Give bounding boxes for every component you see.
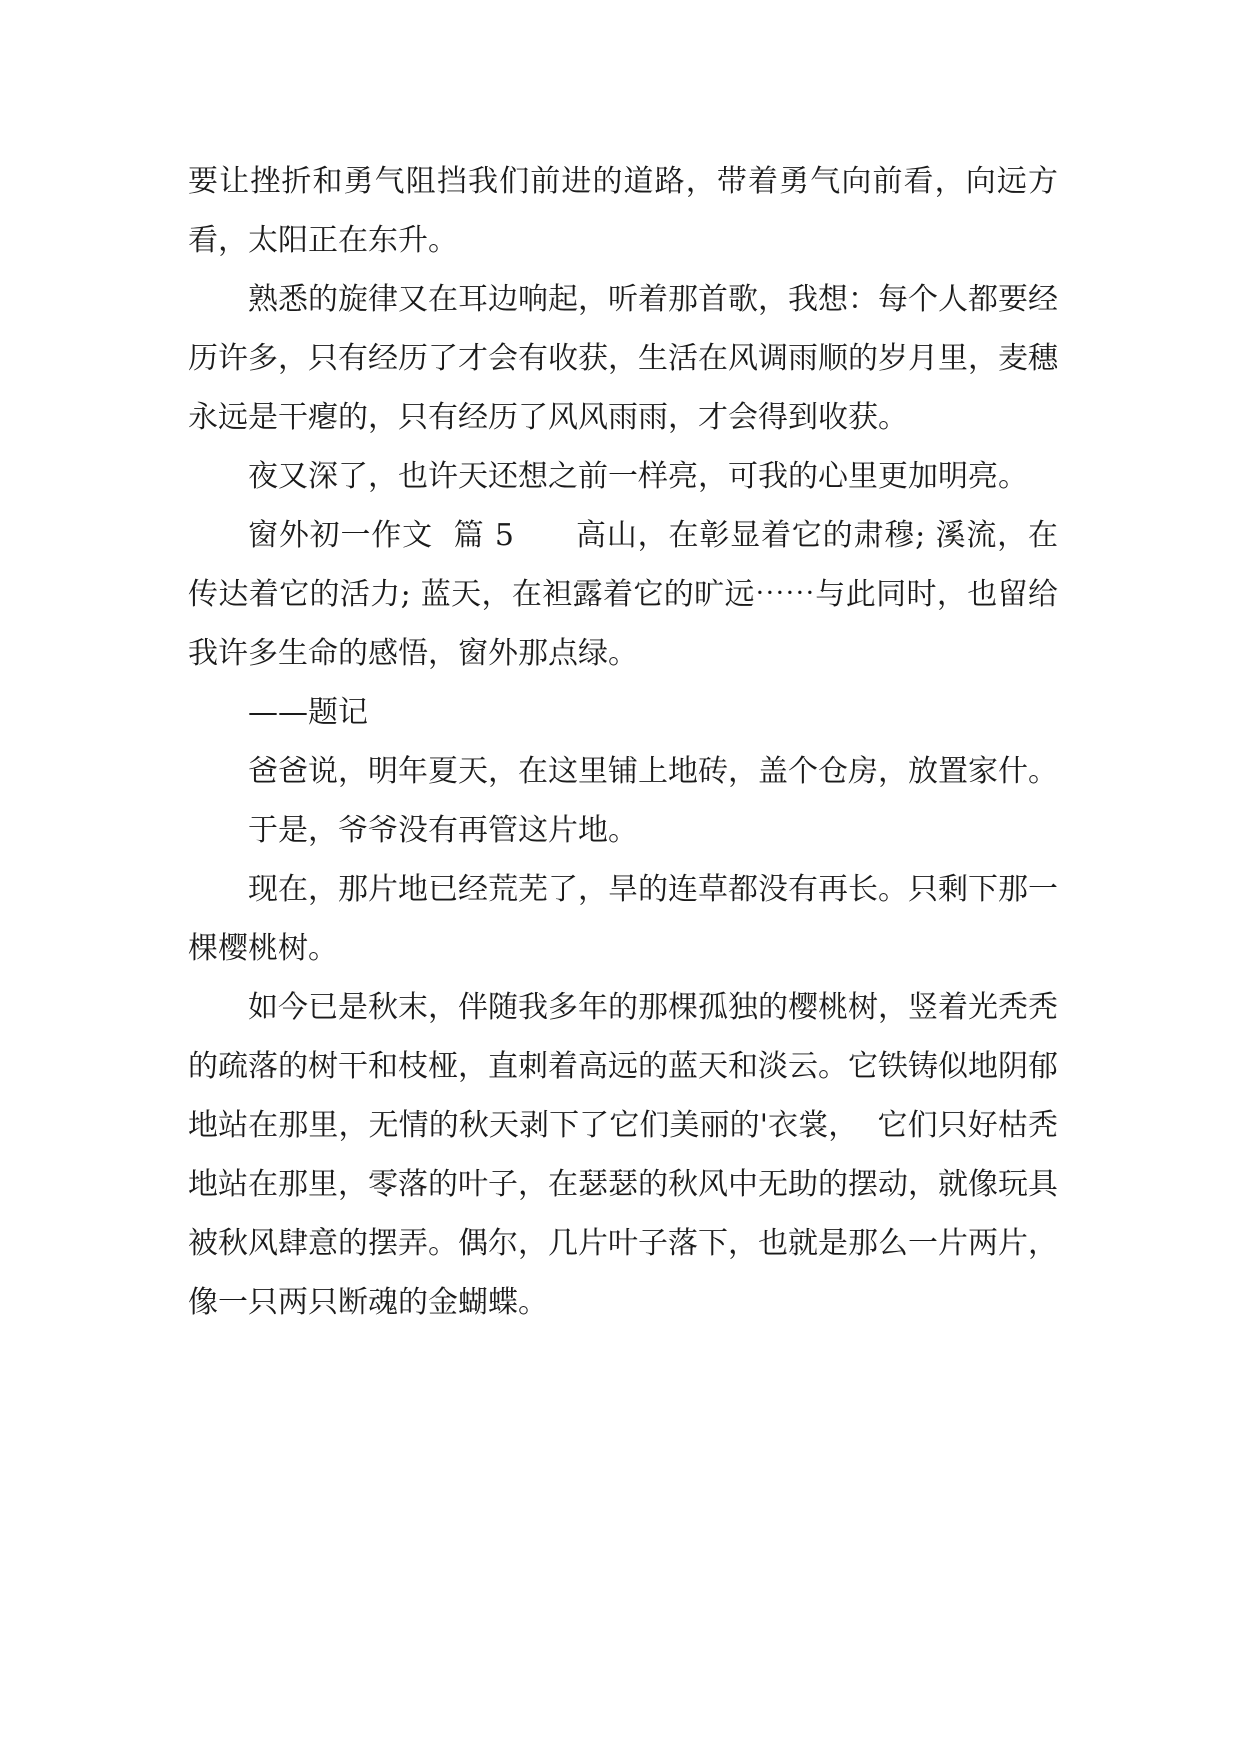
document-body bbox=[188, 152, 1058, 1332]
paragraph-5-epigraph: ——题记 bbox=[248, 695, 368, 730]
paragraph-4-essay-heading: 窗外初一作文 篇 5 高山，在彰显着它的肃穆; 溪流，在传达着它的活力; 蓝天，在袒露着它的旷远⋯⋯与此同时，也留给我许多生命的感悟，窗外那点绿。 bbox=[188, 518, 1058, 671]
paragraph-2: 熟悉的旋律又在耳边响起，听着那首歌，我想：每个人都要经历许多，只有经历了才会有收获，生活在风调雨顺的岁月里，麦穗永远是干瘪的，只有经历了风风雨雨，才会得到收获。 bbox=[188, 282, 1058, 435]
paragraph-1: 要让挫折和勇气阻挡我们前进的道路，带着勇气向前看，向远方看，太阳正在东升。 bbox=[188, 164, 1058, 258]
paragraph-9: 如今已是秋末，伴随我多年的那棵孤独的樱桃树，竖着光秃秃的疏落的树干和枝桠，直刺着高远的蓝天和淡云。它铁铸似地阴郁地站在那里，无情的秋天剥下了它们美丽的'衣裳， 它们只好枯秃地站在那里，零落的叶子，在瑟瑟的秋风中无助的摆动，就像玩具被秋风肆意的摆弄。偶尔，几片叶子落下，也就是那么一片两片，像一只两只断魂的金蝴蝶。 bbox=[188, 990, 1058, 1320]
paragraph-7: 于是，爷爷没有再管这片地。 bbox=[248, 813, 638, 848]
paragraph-8: 现在，那片地已经荒芜了，旱的连草都没有再长。只剩下那一棵樱桃树。 bbox=[188, 872, 1058, 966]
paragraph-3: 夜又深了，也许天还想之前一样亮，可我的心里更加明亮。 bbox=[248, 459, 1028, 494]
paragraph-6: 爸爸说，明年夏天，在这里铺上地砖，盖个仓房，放置家什。 bbox=[248, 754, 1058, 789]
